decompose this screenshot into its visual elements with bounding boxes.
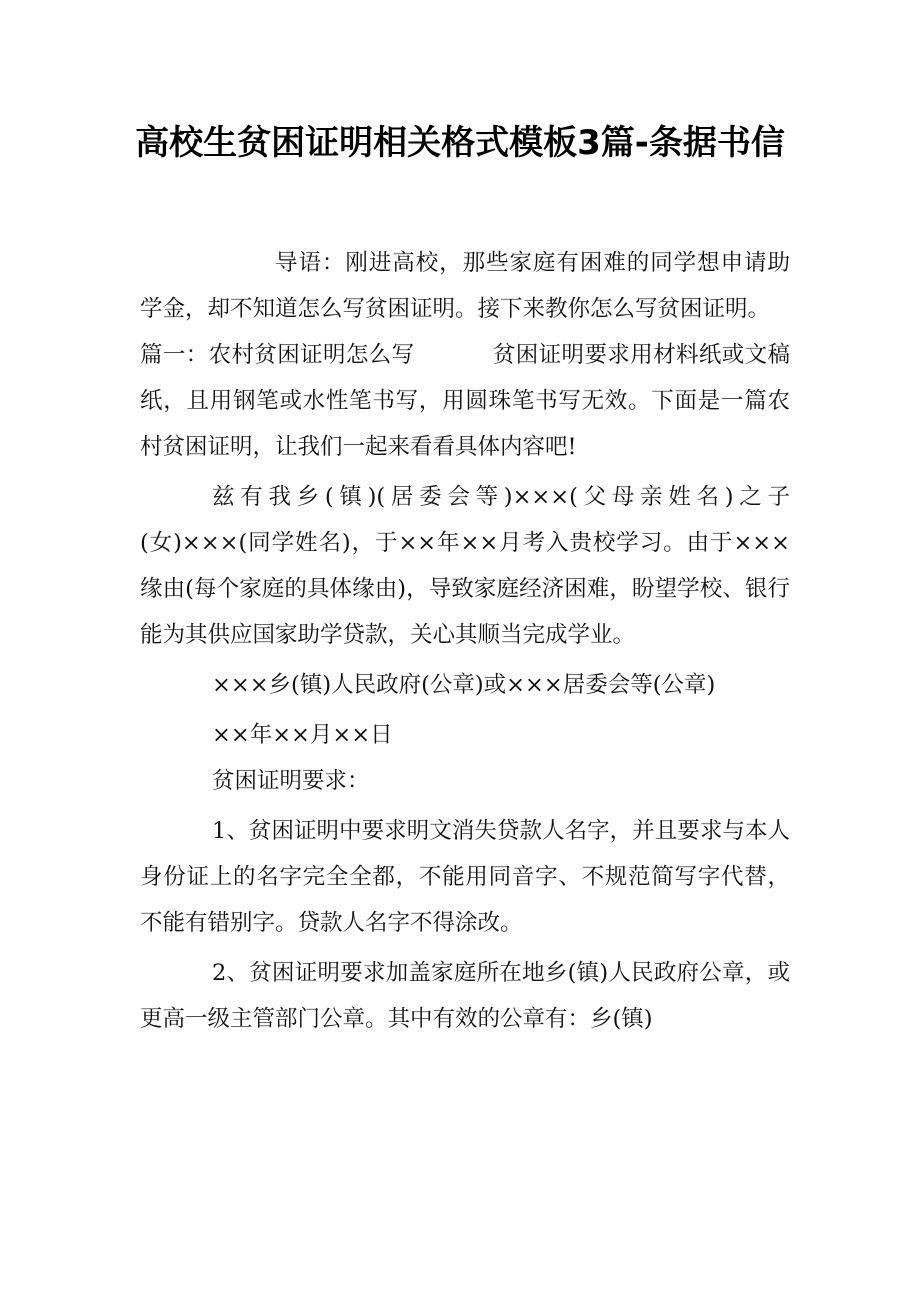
section-1-paragraph: [140, 332, 790, 470]
document-body: [140, 240, 790, 1042]
body-paragraph: 兹有我乡(镇)(居委会等)×××(父母亲姓名)之子(女)×××(同学姓名)，于××年××月考入贵校学习。由于×××缘由(每个家庭的具体缘由)，导致家庭经济困难，盼望学校、银行能为其供应国家助学贷款，关心其顺当完成学业。: [140, 484, 790, 648]
requirements-heading: 贫困证明要求：: [212, 768, 370, 794]
intro-paragraph: 导语：刚进高校，那些家庭有困难的同学想申请助学金，却不知道怎么写贫困证明。接下来教你怎么写贫困证明。: [140, 250, 790, 322]
signature-line: ×××乡(镇)人民政府(公章)或×××居委会等(公章): [212, 672, 716, 698]
requirement-2: 2、贫困证明要求加盖家庭所在地乡(镇)人民政府公章，或更高一级主管部门公章。其中有效的公章有：乡(镇): [140, 960, 790, 1032]
section-1-intro: 贫困证明要求用材料纸或文稿纸，且用钢笔或水性笔书写，用圆珠笔书写无效。下面是一篇农村贫困证明，让我们一起来看看具体内容吧!: [140, 342, 790, 460]
section-1-heading: 篇一：农村贫困证明怎么写: [140, 342, 415, 368]
date-line: ××年××月××日: [212, 722, 393, 748]
document-title: 高校生贫困证明相关格式模板3篇-条据书信: [135, 123, 785, 163]
requirement-1: 1、贫困证明中要求明文消失贷款人名字，并且要求与本人身份证上的名字完全全都，不能用同音字、不规范简写字代替，不能有错别字。贷款人名字不得涂改。: [140, 818, 790, 936]
